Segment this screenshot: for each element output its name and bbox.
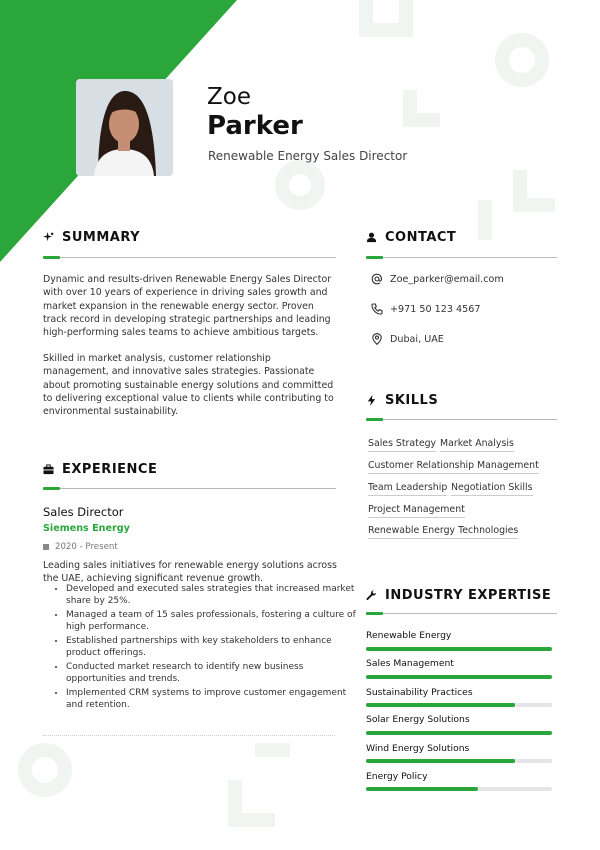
summary-paragraph-2: Skilled in market analysis, customer relationship management, and innovative sales strategies. Passionate about promoting sustainable energy solutions and committed to delivering exceptional value to clients while contributing to environmental sustainability. xyxy=(43,353,334,418)
last-name: Parker xyxy=(207,111,303,141)
avatar xyxy=(76,79,173,176)
skills-heading-text: SKILLS xyxy=(385,393,439,408)
location-pin-icon xyxy=(371,333,383,345)
contact-heading xyxy=(366,230,456,245)
summary-heading-text: SUMMARY xyxy=(62,230,141,245)
experience-divider xyxy=(43,488,336,489)
job-role: Sales Director xyxy=(43,505,124,519)
calendar-icon xyxy=(43,544,49,550)
phone-icon xyxy=(371,303,383,315)
expertise-heading-text: INDUSTRY EXPERTISE xyxy=(385,588,552,603)
expertise-bar-fill xyxy=(366,703,515,707)
skills-heading xyxy=(366,393,438,408)
skills-accent xyxy=(366,418,383,421)
user-icon xyxy=(366,232,377,243)
lightning-icon xyxy=(366,395,377,406)
job-dates-text: 2020 - Present xyxy=(55,542,118,552)
experience-heading-text: EXPERIENCE xyxy=(62,462,158,477)
summary-accent xyxy=(43,256,60,259)
expertise-bar-fill xyxy=(366,731,552,735)
at-icon xyxy=(371,273,383,285)
job-bullet: • Conducted market research to identify new business opportunities and trends. xyxy=(66,662,356,685)
skills-divider xyxy=(366,419,557,420)
skill-tag: Team Leadership xyxy=(368,482,447,496)
expertise-bar-fill xyxy=(366,675,552,679)
expertise-label: Sustainability Practices xyxy=(366,687,473,698)
job-title: Renewable Energy Sales Director xyxy=(208,149,408,163)
contact-phone-text: +971 50 123 4567 xyxy=(390,303,481,315)
job-bullet: • Managed a team of 15 sales professionals, fostering a culture of high performance. xyxy=(66,610,356,633)
skill-tag: Customer Relationship Management xyxy=(368,460,539,474)
experience-accent xyxy=(43,487,60,490)
briefcase-icon xyxy=(43,464,54,475)
job-description: Leading sales initiatives for renewable energy solutions across the UAE, achieving significant revenue growth. xyxy=(43,560,337,584)
sparkle-icon xyxy=(43,232,54,243)
contact-location xyxy=(371,333,444,345)
skill-tag: Market Analysis xyxy=(440,438,514,452)
skill-tag: Project Management xyxy=(368,504,465,518)
expertise-label: Solar Energy Solutions xyxy=(366,714,470,725)
expertise-bar-track xyxy=(366,647,552,651)
job-company: Siemens Energy xyxy=(43,523,130,534)
expertise-bar-track xyxy=(366,675,552,679)
contact-divider xyxy=(366,257,557,258)
contact-phone[interactable] xyxy=(371,303,480,315)
contact-heading-text: CONTACT xyxy=(385,230,457,245)
job-bullet: • Developed and executed sales strategies that increased market share by 25%. xyxy=(66,584,356,607)
experience-end-divider xyxy=(43,735,335,736)
expertise-label: Energy Policy xyxy=(366,771,428,782)
profile-photo xyxy=(76,79,173,176)
summary-heading xyxy=(43,230,140,245)
contact-email-text: Zoe_parker@email.com xyxy=(390,273,504,285)
job-bullet: • Established partnerships with key stakeholders to enhance product offerings. xyxy=(66,636,356,659)
expertise-divider xyxy=(366,613,557,614)
expertise-heading xyxy=(366,588,551,603)
experience-heading xyxy=(43,462,157,477)
wrench-icon xyxy=(366,590,377,601)
skill-tag: Renewable Energy Technologies xyxy=(368,525,518,539)
expertise-bar-track xyxy=(366,703,552,707)
job-dates xyxy=(43,542,118,552)
expertise-bar-track xyxy=(366,787,552,791)
expertise-label: Sales Management xyxy=(366,658,454,669)
summary-divider xyxy=(43,257,336,258)
job-bullet: • Implemented CRM systems to improve customer engagement and retention. xyxy=(66,688,356,711)
contact-location-text: Dubai, UAE xyxy=(390,333,444,345)
expertise-bar-fill xyxy=(366,647,552,651)
expertise-bar-track xyxy=(366,731,552,735)
expertise-accent xyxy=(366,612,383,615)
expertise-bar-track xyxy=(366,759,552,763)
summary-paragraph-1: Dynamic and results-driven Renewable Energy Sales Director with over 10 years of experience in driving sales growth and market expansion in the renewable energy sector. Proven track record in developing strategic partnerships and leading high-performing sales teams to achieve ambitious targets. xyxy=(43,274,332,339)
expertise-label: Renewable Energy xyxy=(366,630,452,641)
job-bullets xyxy=(53,584,356,714)
skill-tag: Sales Strategy xyxy=(368,438,436,452)
skill-tag: Negotiation Skills xyxy=(451,482,533,496)
first-name: Zoe xyxy=(207,84,251,110)
expertise-bar-fill xyxy=(366,759,515,763)
expertise-bar-fill xyxy=(366,787,478,791)
expertise-label: Wind Energy Solutions xyxy=(366,743,470,754)
contact-email[interactable] xyxy=(371,273,504,285)
contact-accent xyxy=(366,256,383,259)
